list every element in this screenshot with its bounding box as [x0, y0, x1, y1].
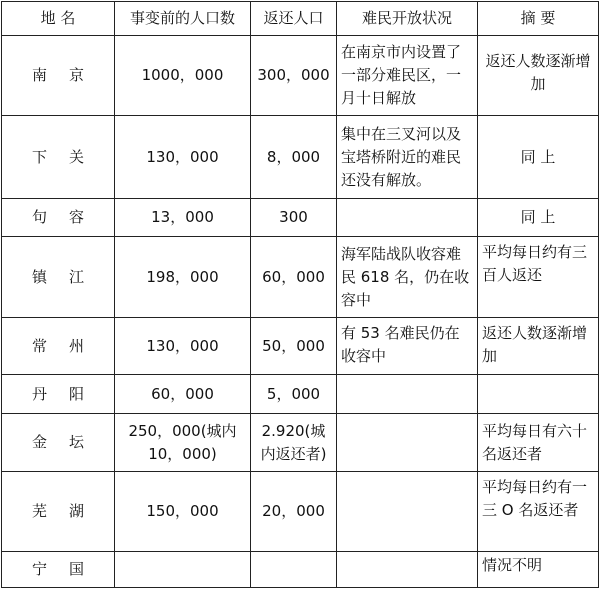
summary-cell: 平均每日约有一三 O 名返还者 — [478, 472, 599, 552]
population-before-cell: 130，000 — [115, 116, 251, 199]
status-cell: 在南京市内设置了一部分难民区，一月十日解放 — [337, 36, 478, 116]
returned-cell: 5，000 — [251, 375, 337, 414]
place-char: 镇 — [31, 267, 47, 286]
place-cell — [2, 414, 115, 472]
place-char: 关 — [69, 147, 85, 166]
place-char: 京 — [69, 66, 85, 84]
returned-cell: 2.920(城内返还者) — [251, 414, 337, 472]
header-returned: 返还人口 — [251, 2, 337, 36]
place-char: 江 — [69, 267, 85, 286]
place-char: 句 — [31, 208, 47, 226]
place-char: 宁 — [31, 560, 47, 578]
header-population-before: 事变前的人口数 — [115, 2, 251, 36]
status-cell: 集中在三叉河以及宝塔桥附近的难民还没有解放。 — [337, 116, 478, 199]
summary-cell — [478, 375, 599, 414]
status-cell — [337, 472, 478, 552]
population-before-cell — [115, 552, 251, 588]
table-row — [2, 552, 599, 588]
table-row — [2, 414, 599, 472]
summary-cell: 返还人数逐渐增加 — [478, 318, 599, 375]
returned-cell — [251, 552, 337, 588]
header-refugee-status: 难民开放状况 — [337, 2, 478, 36]
status-cell — [337, 375, 478, 414]
returned-cell: 8，000 — [251, 116, 337, 199]
header-place: 地 名 — [2, 2, 115, 36]
summary-cell: 情况不明 — [478, 552, 599, 588]
place-cell — [2, 318, 115, 375]
summary-cell: 平均每日有六十名返还者 — [478, 414, 599, 472]
place-char: 丹 — [31, 384, 47, 403]
status-cell — [337, 414, 478, 472]
table-row — [2, 199, 599, 237]
place-cell — [2, 36, 115, 116]
status-cell: 海军陆战队收容难民 618 名，仍在收容中 — [337, 237, 478, 318]
header-row — [2, 2, 599, 36]
population-before-cell: 250，000(城内 10，000) — [115, 414, 251, 472]
returned-cell: 50，000 — [251, 318, 337, 375]
summary-cell: 同 上 — [478, 116, 599, 199]
place-char: 坛 — [69, 433, 85, 451]
refugee-population-table — [1, 1, 599, 588]
summary-cell: 返还人数逐渐增加 — [478, 36, 599, 116]
table-row — [2, 36, 599, 116]
place-char: 国 — [69, 560, 85, 578]
place-cell — [2, 472, 115, 552]
place-char: 下 — [31, 147, 47, 166]
table-row — [2, 472, 599, 552]
returned-cell: 300 — [251, 199, 337, 237]
place-cell — [2, 237, 115, 318]
returned-cell: 300，000 — [251, 36, 337, 116]
place-char: 芜 — [31, 502, 47, 520]
returned-cell: 20，000 — [251, 472, 337, 552]
status-cell — [337, 199, 478, 237]
table-row — [2, 318, 599, 375]
place-char: 湖 — [69, 502, 85, 520]
table-row — [2, 237, 599, 318]
population-before-cell: 130，000 — [115, 318, 251, 375]
place-cell — [2, 552, 115, 588]
table-row — [2, 116, 599, 199]
population-before-cell: 150，000 — [115, 472, 251, 552]
population-before-cell: 1000，000 — [115, 36, 251, 116]
summary-cell: 平均每日约有三百人返还 — [478, 237, 599, 318]
place-cell — [2, 116, 115, 199]
status-cell — [337, 552, 478, 588]
table-row — [2, 375, 599, 414]
place-char: 容 — [69, 208, 85, 226]
population-before-cell: 60，000 — [115, 375, 251, 414]
summary-cell: 同 上 — [478, 199, 599, 237]
place-cell — [2, 375, 115, 414]
place-cell — [2, 199, 115, 237]
population-before-cell: 198，000 — [115, 237, 251, 318]
place-char: 南 — [31, 66, 47, 84]
returned-cell: 60，000 — [251, 237, 337, 318]
place-char: 金 — [31, 433, 47, 451]
place-char: 州 — [69, 336, 85, 355]
header-summary: 摘 要 — [478, 2, 599, 36]
status-cell: 有 53 名难民仍在收容中 — [337, 318, 478, 375]
place-char: 常 — [31, 336, 47, 355]
place-char: 阳 — [69, 384, 85, 403]
population-before-cell: 13，000 — [115, 199, 251, 237]
